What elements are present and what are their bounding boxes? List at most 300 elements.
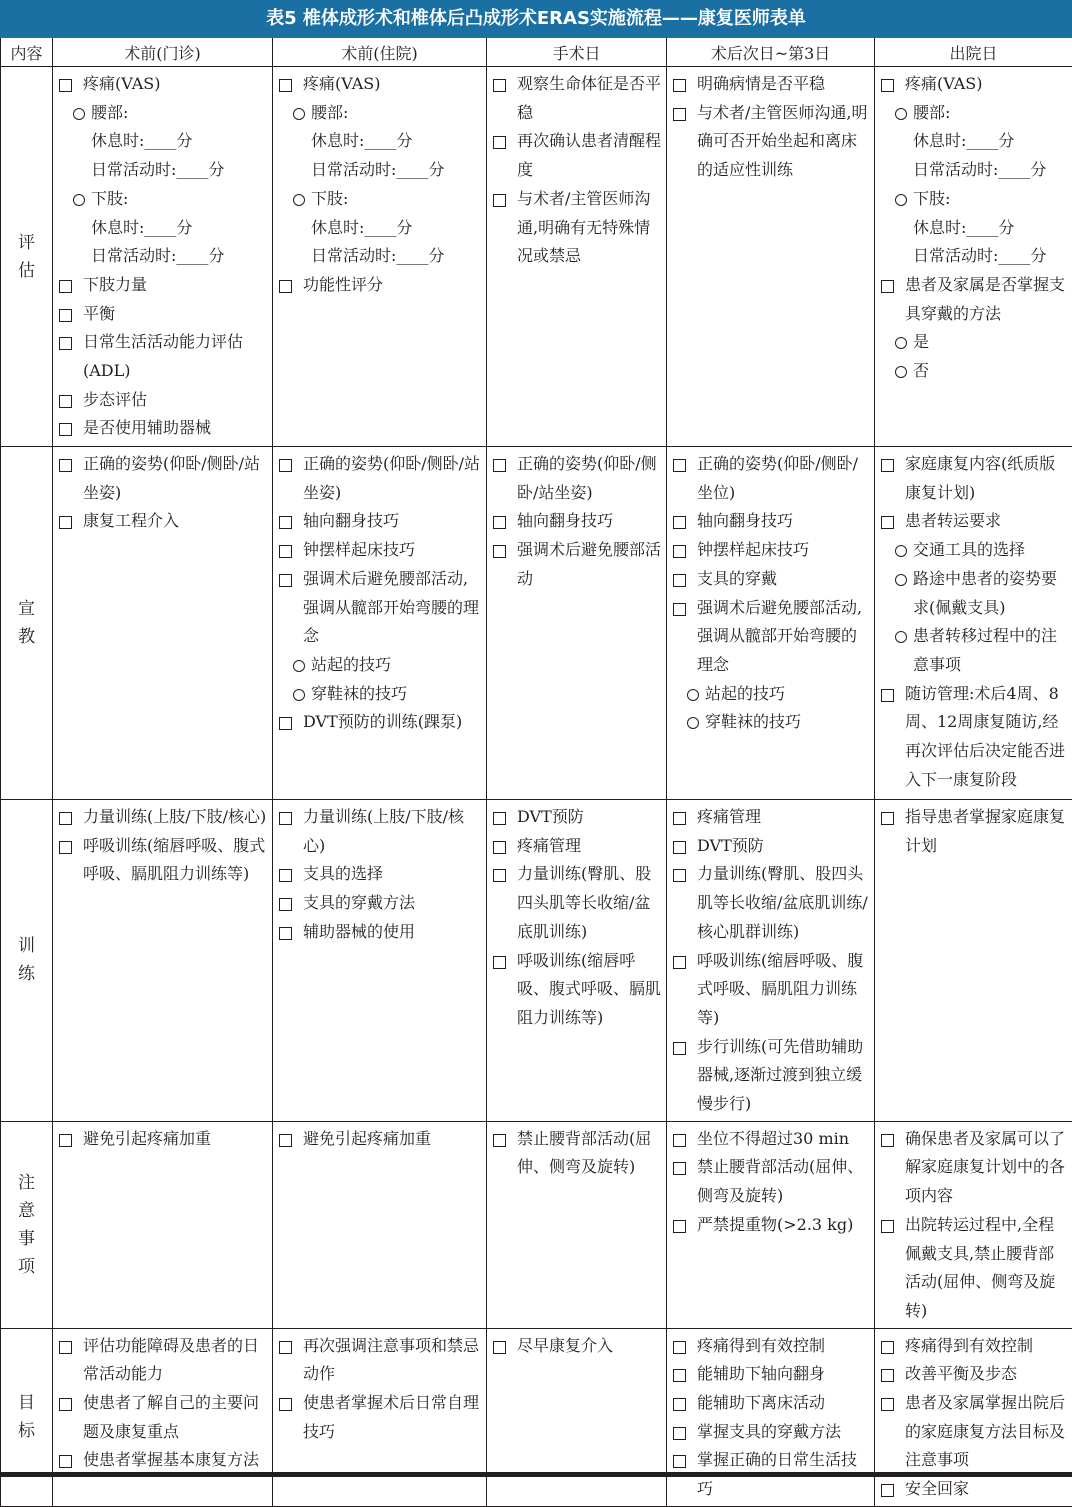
radio-icon[interactable] [895,366,907,378]
checkbox-icon[interactable] [279,516,292,529]
item-text: 疼痛(VAS) [303,74,380,93]
checkbox-icon[interactable] [59,395,72,408]
item-text: 穿鞋袜的技巧 [311,684,407,703]
item-text: 下肢: [311,189,348,208]
item-text: 休息时:____分 [311,131,412,150]
checkbox-icon[interactable] [673,603,686,616]
item-text: 确保患者及家属可以了解家庭康复计划中的各项内容 [905,1129,1065,1205]
checkbox-icon[interactable] [279,717,292,730]
section-label [1,67,53,447]
checkbox-item [879,1211,1067,1326]
checkbox-icon[interactable] [881,689,894,702]
item-text: 指导患者掌握家庭康复计划 [905,807,1065,855]
item-text: 平衡 [83,304,115,323]
cell-content [53,1122,272,1156]
item-text: 步行训练(可先借助辅助器械,逐渐过渡到独立缓慢步行) [697,1037,863,1113]
item-text: 安全回家 [905,1479,969,1498]
header-preop-clinic: 术前(门诊) [53,38,273,67]
checkbox-icon[interactable] [673,1398,686,1411]
item-text: 交通工具的选择 [913,540,1025,559]
item-text: 使患者掌握基本康复方法 [83,1450,259,1469]
checkbox-item [491,803,661,832]
checkbox-icon[interactable] [881,1484,894,1497]
cell-postop-day1-3 [667,447,875,800]
cell-content [667,1122,874,1242]
item-text: 强调术后避免腰部活动,强调从髋部开始弯腰的理念 [303,569,479,645]
score-line [57,127,267,156]
item-text: 正确的姿势(仰卧/侧卧/站坐姿) [303,454,480,502]
cell-content [487,447,666,596]
checkbox-item [671,1418,869,1447]
radio-item [57,185,267,214]
checkbox-icon[interactable] [59,309,72,322]
item-text: 康复工程介入 [83,511,179,530]
item-text: 力量训练(上肢/下肢/核心) [83,807,266,826]
item-text: 患者及家属是否掌握支具穿戴的方法 [905,275,1065,323]
checkbox-item [879,271,1067,328]
checkbox-icon[interactable] [59,423,72,436]
eras-protocol-table [0,38,1072,1507]
cell-preop-inpatient [273,447,487,800]
item-text: 能辅助下轴向翻身 [697,1364,825,1383]
item-text: 避免引起疼痛加重 [83,1129,211,1148]
checkbox-icon[interactable] [493,869,506,882]
checkbox-icon[interactable] [279,79,292,92]
cell-postop-day1-3 [667,800,875,1122]
checkbox-icon[interactable] [493,136,506,149]
checkbox-item [671,1360,869,1389]
checkbox-icon[interactable] [279,812,292,825]
item-text: 腰部: [311,103,348,122]
checkbox-item [879,1475,1067,1504]
cell-content [667,447,874,739]
checkbox-icon[interactable] [881,1220,894,1233]
checkbox-icon[interactable] [673,1134,686,1147]
checkbox-icon[interactable] [493,194,506,207]
checkbox-item [57,70,267,99]
checkbox-icon[interactable] [881,1134,894,1147]
checkbox-item [57,507,267,536]
item-text: 疼痛(VAS) [905,74,982,93]
score-line [277,127,481,156]
item-text: 轴向翻身技巧 [517,511,613,530]
checkbox-icon[interactable] [673,516,686,529]
item-text: 呼吸训练(缩唇呼吸、腹式呼吸、膈肌阻力训练等) [697,951,863,1027]
checkbox-icon[interactable] [279,280,292,293]
cell-content [53,800,272,891]
checkbox-icon[interactable] [673,956,686,969]
checkbox-icon[interactable] [881,459,894,472]
radio-icon[interactable] [895,108,907,120]
section-label-text: 宣教 [18,595,36,651]
item-text: 钟摆样起床技巧 [697,540,809,559]
checkbox-item [491,536,661,593]
radio-icon[interactable] [293,660,305,672]
checkbox-icon[interactable] [673,574,686,587]
checkbox-item [879,1332,1067,1361]
checkbox-icon[interactable] [279,898,292,911]
cell-discharge-day [875,800,1072,1122]
radio-item [879,185,1067,214]
item-text: 步态评估 [83,390,147,409]
item-text: 支具的穿戴方法 [303,893,415,912]
item-text: 休息时:____分 [913,131,1014,150]
item-text: 出院转运过程中,全程佩戴支具,禁止腰背部活动(屈伸、侧弯及旋转) [905,1215,1055,1320]
item-text: 使患者掌握术后日常自理技巧 [303,1393,479,1441]
checkbox-icon[interactable] [493,1134,506,1147]
radio-icon[interactable] [293,108,305,120]
checkbox-item [671,1211,869,1240]
cell-preop-clinic [53,447,273,800]
radio-icon[interactable] [73,194,85,206]
cell-content [53,1329,272,1478]
checkbox-icon[interactable] [59,79,72,92]
section-row-assessment [1,67,1072,447]
score-line [277,242,481,271]
item-text: 患者转运要求 [905,511,1001,530]
checkbox-item [277,889,481,918]
item-text: 疼痛(VAS) [83,74,160,93]
checkbox-icon[interactable] [673,1427,686,1440]
checkbox-icon[interactable] [59,337,72,350]
item-text: 呼吸训练(缩唇呼吸、腹式呼吸、膈肌阻力训练等) [517,951,661,1027]
item-text: 疼痛得到有效控制 [697,1336,825,1355]
cell-preop-inpatient [273,1328,487,1506]
checkbox-icon[interactable] [59,516,72,529]
checkbox-icon[interactable] [59,280,72,293]
item-text: 改善平衡及步态 [905,1364,1017,1383]
checkbox-item [491,507,661,536]
checkbox-item [57,1125,267,1154]
cell-content [875,447,1072,796]
checkbox-item [671,947,869,1033]
item-text: 疼痛管理 [517,836,581,855]
radio-item [879,622,1067,679]
header-preop-inpatient: 术前(住院) [273,38,487,67]
checkbox-item [491,127,661,184]
checkbox-item [671,1033,869,1119]
section-label-text: 评估 [18,229,36,285]
cell-postop-day1-3 [667,1328,875,1506]
cell-discharge-day [875,1121,1072,1328]
cell-content [875,67,1072,388]
item-text: 日常活动时:____分 [311,246,444,265]
item-text: 下肢: [913,189,950,208]
checkbox-icon[interactable] [279,1341,292,1354]
checkbox-item [879,1389,1067,1475]
checkbox-item [671,1389,869,1418]
checkbox-item [491,1125,661,1182]
item-text: 再次强调注意事项和禁忌动作 [303,1336,479,1384]
radio-item [671,680,869,709]
item-text: 患者及家属掌握出院后的家庭康复方法目标及注意事项 [905,1393,1065,1469]
radio-icon[interactable] [895,194,907,206]
checkbox-icon[interactable] [881,79,894,92]
item-text: 轴向翻身技巧 [697,511,793,530]
item-text: 患者转移过程中的注意事项 [913,626,1057,674]
cell-surgery-day [487,1328,667,1506]
radio-item [879,99,1067,128]
checkbox-icon[interactable] [673,1042,686,1055]
radio-item [57,99,267,128]
checkbox-icon[interactable] [493,79,506,92]
item-text: 腰部: [91,103,128,122]
checkbox-icon[interactable] [493,516,506,529]
cell-content [667,800,874,1121]
checkbox-icon[interactable] [881,1369,894,1382]
checkbox-item [491,832,661,861]
item-text: 正确的姿势(仰卧/侧卧/坐位) [697,454,858,502]
checkbox-item [671,803,869,832]
item-text: 是 [913,332,929,351]
radio-item [879,328,1067,357]
checkbox-icon[interactable] [881,516,894,529]
cell-discharge-day [875,1328,1072,1506]
item-text: 呼吸训练(缩唇呼吸、腹式呼吸、膈肌阻力训练等) [83,836,265,884]
item-text: 随访管理:术后4周、8周、12周康复随访,经再次评估后决定能否进入下一康复阶段 [905,684,1065,789]
checkbox-item [277,803,481,860]
cell-postop-day1-3 [667,67,875,447]
score-line [57,214,267,243]
checkbox-item [671,536,869,565]
checkbox-item [57,450,267,507]
item-text: 尽早康复介入 [517,1336,613,1355]
checkbox-icon[interactable] [279,1134,292,1147]
item-text: 下肢力量 [83,275,147,294]
cell-content [487,67,666,273]
checkbox-icon[interactable] [493,812,506,825]
radio-icon[interactable] [895,545,907,557]
item-text: 日常活动时:____分 [913,160,1046,179]
checkbox-icon[interactable] [493,1341,506,1354]
header-surgery-day: 手术日 [487,38,667,67]
item-text: 坐位不得超过30 min [697,1129,849,1148]
checkbox-icon[interactable] [673,812,686,825]
radio-item [879,357,1067,386]
checkbox-icon[interactable] [673,1162,686,1175]
checkbox-icon[interactable] [279,927,292,940]
item-text: DVT预防 [697,836,764,855]
checkbox-icon[interactable] [881,280,894,293]
checkbox-icon[interactable] [59,1341,72,1354]
checkbox-item [879,680,1067,795]
item-text: 与术者/主管医师沟通,明确可否开始坐起和离床的适应性训练 [697,103,867,179]
radio-item [277,99,481,128]
checkbox-item [879,70,1067,99]
item-text: 疼痛管理 [697,807,761,826]
item-text: 观察生命体征是否平稳 [517,74,661,122]
checkbox-icon[interactable] [493,545,506,558]
section-label [1,800,53,1122]
section-row-education [1,447,1072,800]
checkbox-icon[interactable] [59,841,72,854]
cell-content [875,800,1072,862]
item-text: DVT预防 [517,807,584,826]
cell-content [273,1329,486,1449]
item-text: 支具的穿戴 [697,569,777,588]
item-text: 否 [913,361,929,380]
checkbox-item [491,1332,661,1361]
item-text: 腰部: [913,103,950,122]
radio-icon[interactable] [895,337,907,349]
checkbox-item [277,271,481,300]
header-content: 内容 [1,38,53,67]
checkbox-item [671,1153,869,1210]
checkbox-icon[interactable] [59,459,72,472]
radio-item [879,536,1067,565]
header-row [1,38,1072,67]
checkbox-item [671,450,869,507]
cell-content [667,1329,874,1506]
checkbox-item [491,860,661,946]
checkbox-icon[interactable] [59,1455,72,1468]
score-line [879,156,1067,185]
item-text: 疼痛得到有效控制 [905,1336,1033,1355]
checkbox-icon[interactable] [59,1134,72,1147]
checkbox-item [671,1125,869,1154]
cell-preop-clinic [53,67,273,447]
cell-content [273,447,486,739]
header-discharge-day: 出院日 [875,38,1072,67]
cell-content [875,1122,1072,1328]
checkbox-item [671,70,869,99]
checkbox-icon[interactable] [673,841,686,854]
checkbox-icon[interactable] [673,1455,686,1468]
checkbox-item [277,70,481,99]
score-line [277,156,481,185]
cell-content [487,800,666,1035]
header-postop-day1-3: 术后次日~第3日 [667,38,875,67]
radio-icon[interactable] [73,108,85,120]
checkbox-icon[interactable] [881,812,894,825]
checkbox-icon[interactable] [881,1341,894,1354]
checkbox-icon[interactable] [881,1398,894,1411]
cell-discharge-day [875,447,1072,800]
checkbox-icon[interactable] [673,108,686,121]
checkbox-icon[interactable] [673,1369,686,1382]
item-text: 使患者了解自己的主要问题及康复重点 [83,1393,259,1441]
checkbox-icon[interactable] [59,1398,72,1411]
item-text: 与术者/主管医师沟通,明确有无特殊情况或禁忌 [517,189,650,265]
checkbox-item [57,414,267,443]
item-text: 力量训练(臀肌、股四头肌等长收缩/盆底肌训练/核心肌群训练) [697,864,868,940]
radio-icon[interactable] [687,717,699,729]
item-text: 强调术后避免腰部活动 [517,540,661,588]
checkbox-item [671,832,869,861]
item-text: 正确的姿势(仰卧/侧卧/站坐姿) [83,454,260,502]
radio-item [277,185,481,214]
checkbox-item [57,832,267,889]
cell-postop-day1-3 [667,1121,875,1328]
checkbox-icon[interactable] [673,869,686,882]
score-line [57,156,267,185]
radio-icon[interactable] [293,689,305,701]
item-text: 家庭康复内容(纸质版康复计划) [905,454,1055,502]
cell-surgery-day [487,800,667,1122]
checkbox-icon[interactable] [279,459,292,472]
cell-surgery-day [487,447,667,800]
item-text: 钟摆样起床技巧 [303,540,415,559]
checkbox-icon[interactable] [59,812,72,825]
checkbox-icon[interactable] [493,956,506,969]
cell-preop-clinic [53,1121,273,1328]
item-text: 是否使用辅助器械 [83,418,211,437]
item-text: 力量训练(臀肌、股四头肌等长收缩/盆底肌训练) [517,864,651,940]
section-row-goals [1,1328,1072,1506]
item-text: 日常活动时:____分 [311,160,444,179]
checkbox-icon[interactable] [279,574,292,587]
checkbox-item [879,450,1067,507]
item-text: 禁止腰背部活动(屈伸、侧弯及旋转) [517,1129,651,1177]
checkbox-item [277,708,481,737]
checkbox-item [277,450,481,507]
score-line [879,242,1067,271]
checkbox-item [671,1332,869,1361]
checkbox-item [277,1332,481,1389]
checkbox-item [491,947,661,1033]
checkbox-icon[interactable] [279,1398,292,1411]
radio-icon[interactable] [895,631,907,643]
checkbox-item [57,386,267,415]
item-text: 路途中患者的姿势要求(佩戴支具) [913,569,1057,617]
cell-content [53,67,272,445]
item-text: DVT预防的训练(踝泵) [303,712,462,731]
item-text: 日常生活活动能力评估(ADL) [83,332,243,380]
cell-preop-clinic [53,1328,273,1506]
item-text: 掌握支具的穿戴方法 [697,1422,841,1441]
checkbox-item [671,99,869,185]
checkbox-item [57,1332,267,1389]
cell-preop-clinic [53,800,273,1122]
radio-icon[interactable] [293,194,305,206]
checkbox-item [879,507,1067,536]
section-label [1,1328,53,1506]
checkbox-icon[interactable] [493,841,506,854]
checkbox-icon[interactable] [673,1220,686,1233]
section-label-text: 训练 [18,932,36,988]
score-line [879,127,1067,156]
checkbox-item [277,860,481,889]
checkbox-item [671,594,869,680]
cell-discharge-day [875,67,1072,447]
item-text: 日常活动时:____分 [91,246,224,265]
score-line [277,214,481,243]
checkbox-icon[interactable] [673,1341,686,1354]
radio-icon[interactable] [687,689,699,701]
cell-content [273,800,486,949]
item-text: 支具的选择 [303,864,383,883]
section-label [1,447,53,800]
checkbox-icon[interactable] [493,459,506,472]
checkbox-item [57,328,267,385]
item-text: 禁止腰背部活动(屈伸、侧弯及旋转) [697,1157,863,1205]
checkbox-item [491,185,661,271]
checkbox-item [57,1389,267,1446]
checkbox-icon[interactable] [279,545,292,558]
checkbox-item [671,860,869,946]
checkbox-icon[interactable] [279,869,292,882]
checkbox-icon[interactable] [673,79,686,92]
cell-surgery-day [487,1121,667,1328]
radio-icon[interactable] [895,574,907,586]
checkbox-icon[interactable] [673,545,686,558]
checkbox-item [57,271,267,300]
item-text: 站起的技巧 [705,684,785,703]
table-title: 表5 椎体成形术和椎体后凸成形术ERAS实施流程——康复医师表单 [0,0,1072,38]
checkbox-item [277,536,481,565]
checkbox-icon[interactable] [673,459,686,472]
section-row-precautions [1,1121,1072,1328]
